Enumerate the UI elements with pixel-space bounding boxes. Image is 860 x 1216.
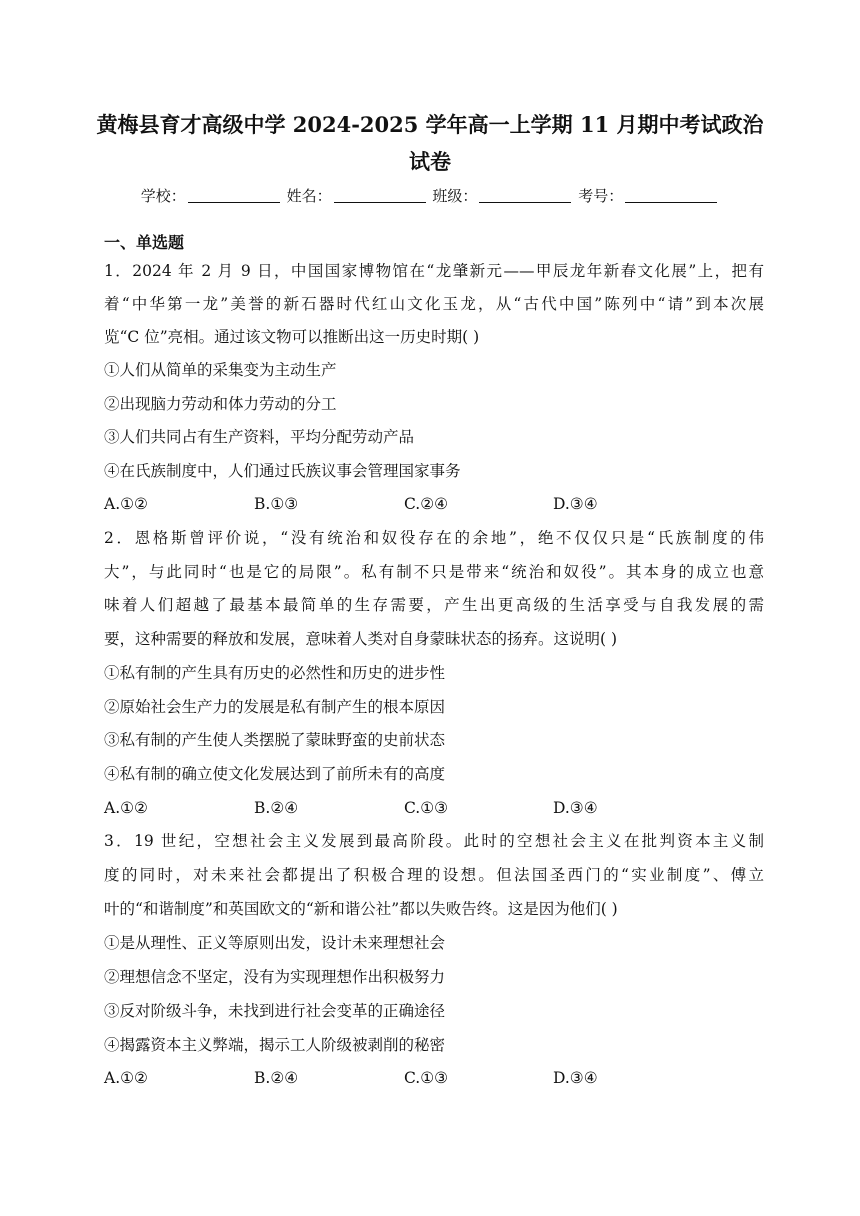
question-2-option-b: B.②④ [254,799,299,817]
question-2-statement-1: ①私有制的产生具有历史的必然性和历史的进步性 [104,664,446,682]
question-2-line-3: 味着人们超越了最基本最简单的生存需要，产生出更高级的生活享受与自我发展的需 [104,596,764,614]
question-2-option-c: C.①③ [404,799,449,817]
question-3-line-3: 叶的“和谐制度”和英国欧文的“新和谐公社”都以失败告终。这是因为他们( ) [104,900,618,918]
question-3-statement-4: ④揭露资本主义弊端，揭示工人阶级被剥削的秘密 [104,1036,446,1054]
question-2-option-a: A.①② [104,799,148,817]
question-3-statement-2: ②理想信念不坚定，没有为实现理想作出积极努力 [104,968,446,986]
section-heading: 一、单选题 [104,233,185,252]
question-1-statement-3: ③人们共同占有生产资料，平均分配劳动产品 [104,428,415,446]
question-1-option-b: B.①③ [254,495,299,513]
exam-number-label: 考号： [578,187,624,205]
name-label: 姓名： [286,187,332,205]
question-2-statement-4: ④私有制的确立使文化发展达到了前所未有的高度 [104,765,446,783]
school-label: 学校： [140,187,186,205]
question-1-statement-1: ①人们从简单的采集变为主动生产 [104,361,337,379]
question-2-statement-3: ③私有制的产生使人类摆脱了蒙昧野蛮的史前状态 [104,731,446,749]
question-3-option-c: C.①③ [404,1069,449,1087]
class-label: 班级： [432,187,478,205]
name-blank [334,186,426,203]
class-blank [479,186,571,203]
question-3-option-b: B.②④ [254,1069,299,1087]
exam-title-line-2: 试卷 [409,149,451,174]
question-1-statement-2: ②出现脑力劳动和体力劳动的分工 [104,395,337,413]
exam-title-line-1: 黄梅县育才高级中学 2024-2025 学年高一上学期 11 月期中考试政治 [96,112,764,137]
question-1-line-2: 着“中华第一龙”美誉的新石器时代红山文化玉龙，从“古代中国”陈列中“请”到本次展 [104,295,764,313]
question-3-statement-3: ③反对阶级斗争，未找到进行社会变革的正确途径 [104,1002,446,1020]
question-1-statement-4: ④在氏族制度中，人们通过氏族议事会管理国家事务 [104,462,461,480]
question-2-line-2: 大”，与此同时“也是它的局限”。私有制不只是带来“统治和奴役”。其本身的成立也意 [104,563,764,581]
question-1-option-d: D.③④ [553,495,598,513]
question-1-option-c: C.②④ [404,495,449,513]
question-1-option-a: A.①② [104,495,148,513]
question-3-option-d: D.③④ [553,1069,598,1087]
exam-number-blank [625,186,717,203]
question-3-line-2: 度的同时，对未来社会都提出了积极合理的设想。但法国圣西门的“实业制度”、傅立 [104,866,764,884]
question-2-line-1: 2．恩格斯曾评价说，“没有统治和奴役存在的余地”，绝不仅仅只是“氏族制度的伟 [104,529,764,547]
question-2-statement-2: ②原始社会生产力的发展是私有制产生的根本原因 [104,698,446,716]
student-info-row [0,184,860,208]
question-3-statement-1: ①是从理性、正义等原则出发，设计未来理想社会 [104,934,446,952]
school-blank [188,186,280,203]
question-2-option-d: D.③④ [553,799,598,817]
question-1-line-3: 览“C 位”亮相。通过该文物可以推断出这一历史时期( ) [104,328,480,346]
question-2-line-4: 要，这种需要的释放和发展，意味着人类对自身蒙昧状态的扬弃。这说明( ) [104,630,618,648]
question-3-option-a: A.①② [104,1069,148,1087]
question-3-line-1: 3．19 世纪，空想社会主义发展到最高阶段。此时的空想社会主义在批判资本主义制 [104,832,764,850]
question-1-line-1: 1．2024 年 2 月 9 日，中国国家博物馆在“龙肇新元——甲辰龙年新春文化展”上，把有 [104,262,764,280]
